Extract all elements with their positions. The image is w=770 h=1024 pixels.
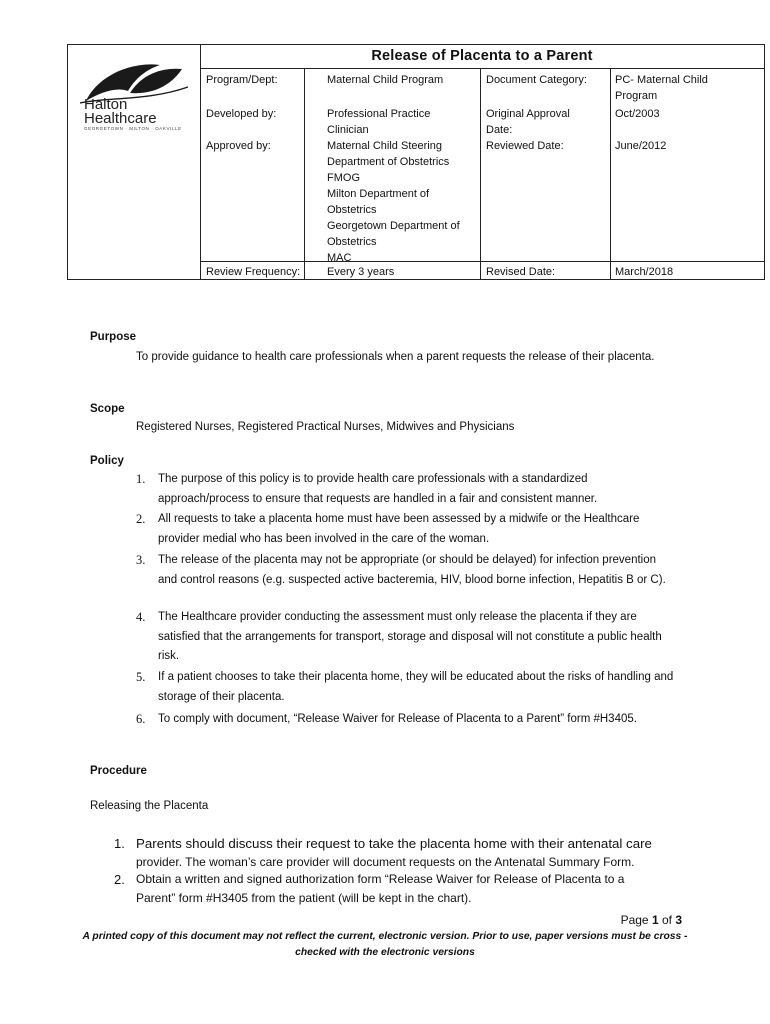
label-approved-by: Approved by: <box>206 140 271 152</box>
policy-item-text: If a patient chooses to take their placenta home, they will be educated about the risks of handling and storage of their placenta. <box>158 671 674 703</box>
label-program-dept: Program/Dept: <box>206 74 278 86</box>
policy-item-text: The release of the placenta may not be appropriate (or should be delayed) for infection prevention and control reasons (e.g. suspected active bacteremia, HIV, blood borne infection, Hepatitis B or C). <box>158 554 666 586</box>
divider <box>610 68 611 279</box>
footer-disclaimer: A printed copy of this document may not reflect the current, electronic version. Prior to use, paper versions must be cross - checked with the electronic versions <box>82 931 688 958</box>
procedure-item-text: provider. The woman’s care provider will document requests on the Antenatal Summary Form. <box>136 855 635 869</box>
procedure-item-text: Parent” form #H3405 from the patient (will be kept in the chart). <box>136 891 472 905</box>
policy-item-text: To comply with document, “Release Waiver for Release of Placenta to a Parent” form #H3405. <box>158 713 637 725</box>
procedure-item-number: 2. <box>114 872 125 887</box>
policy-item <box>136 551 676 590</box>
divider <box>200 68 764 69</box>
policy-item <box>136 470 676 509</box>
page-prefix: Page <box>620 913 652 927</box>
value-approved-by: Maternal Child Steering Department of Obstetrics FMOG Milton Department of Obstetrics Georgetown Department of Obstetrics MAC <box>327 140 460 264</box>
page-current: 1 <box>651 913 659 927</box>
procedure-item <box>114 870 684 908</box>
policy-item-number: 1. <box>136 472 146 486</box>
procedure-item <box>114 834 684 872</box>
policy-item <box>136 710 676 730</box>
document-title: Release of Placenta to a Parent <box>371 48 593 64</box>
logo-name-line2: Healthcare <box>84 110 157 127</box>
page-number <box>621 913 682 927</box>
policy-item <box>136 608 676 667</box>
procedure-heading: Procedure <box>90 765 147 777</box>
procedure-item-text: Obtain a written and signed authorization form “Release Waiver for Release of Placenta to a <box>136 872 625 886</box>
scope-heading: Scope <box>90 403 125 415</box>
label-reviewed-date: Reviewed Date: <box>486 140 564 152</box>
document-header-table <box>67 44 765 280</box>
policy-item <box>136 510 676 549</box>
policy-heading: Policy <box>90 455 124 467</box>
label-revised-date: Revised Date: <box>486 266 556 278</box>
value-review-frequency: Every 3 years <box>327 266 395 278</box>
procedure-subheading: Releasing the Placenta <box>90 800 209 812</box>
page-of: of <box>658 913 676 927</box>
policy-item-number: 3. <box>136 553 146 567</box>
header-info <box>200 45 764 279</box>
policy-item-text: All requests to take a placenta home must have been assessed by a midwife or the Healthcare provider medial who has been involved in the care of the woman. <box>158 513 640 545</box>
label-developed-by: Developed by: <box>206 108 277 120</box>
divider <box>304 68 305 279</box>
policy-item-number: 2. <box>136 512 146 526</box>
policy-item-number: 5. <box>136 670 146 684</box>
policy-item-number: 4. <box>136 610 146 624</box>
label-document-category: Document Category: <box>486 74 587 86</box>
policy-item-text: The purpose of this policy is to provide health care professionals with a standardized approach/process to ensure that requests are handled in a fair and consistent manner. <box>158 473 598 505</box>
procedure-item-number: 1. <box>114 836 125 851</box>
divider <box>480 68 481 279</box>
policy-item-number: 6. <box>136 712 146 726</box>
label-review-frequency: Review Frequency: <box>206 266 301 278</box>
value-revised-date: March/2018 <box>615 266 674 278</box>
purpose-text: To provide guidance to health care professionals when a parent requests the release of their placenta. <box>136 351 655 363</box>
value-reviewed-date: June/2012 <box>615 140 667 152</box>
procedure-item-text: Parents should discuss their request to take the placenta home with their antenatal care <box>136 836 652 851</box>
policy-item <box>136 668 676 707</box>
value-developed-by: Professional Practice Clinician <box>327 108 431 136</box>
value-document-category: PC- Maternal Child Program <box>615 74 708 102</box>
page-total: 3 <box>675 913 682 927</box>
divider <box>200 261 764 262</box>
logo-cell <box>68 45 201 279</box>
logo-tagline: GEORGETOWN · MILTON · OAKVILLE <box>84 126 182 131</box>
logo-name-line1: Halton <box>84 96 128 113</box>
policy-item-text: The Healthcare provider conducting the assessment must only release the placenta if they are satisfied that the arrangements for transport, storage and disposal will not constitute a public health risk. <box>158 611 662 662</box>
label-original-approval: Original Approval Date: <box>486 108 570 136</box>
value-original-approval: Oct/2003 <box>615 108 660 120</box>
value-program-dept: Maternal Child Program <box>327 74 444 86</box>
purpose-heading: Purpose <box>90 331 137 343</box>
scope-text: Registered Nurses, Registered Practical Nurses, Midwives and Physicians <box>136 421 515 433</box>
